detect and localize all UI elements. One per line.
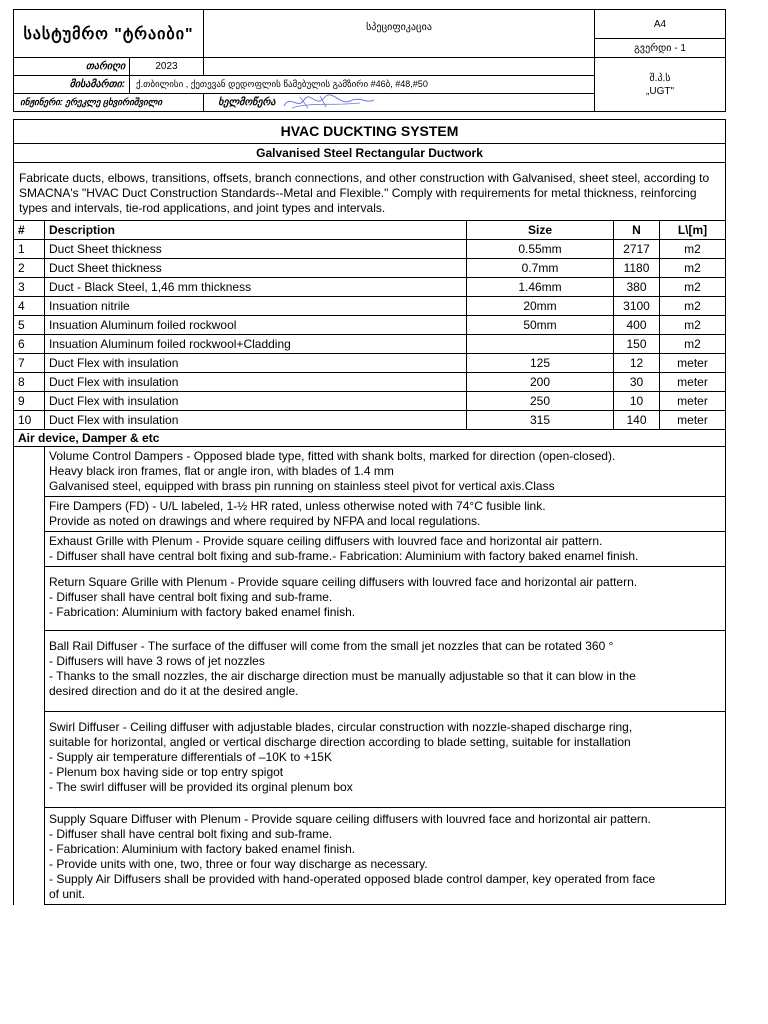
row-description: Insuation Aluminum foiled rockwool: [45, 316, 467, 335]
device-line: - Diffuser shall have central bolt fixing and sub-frame.: [49, 590, 333, 604]
row-number: 10: [14, 411, 45, 430]
row-quantity: 2717: [614, 240, 660, 259]
row-number: 4: [14, 297, 45, 316]
row-quantity: 30: [614, 373, 660, 392]
row-number: 9: [14, 392, 45, 411]
device-line: - Fabrication: Aluminium with factory baked enamel finish.: [49, 842, 356, 856]
row-description: Duct Flex with insulation: [45, 411, 467, 430]
device-line: suitable for horizontal, angled or vertical discharge direction according to blade setting, suitable for installation: [49, 735, 631, 749]
row-quantity: 1180: [614, 259, 660, 278]
device-row: [14, 532, 726, 567]
row-unit: meter: [660, 392, 726, 411]
device-description: [45, 532, 726, 567]
row-description: Insuation nitrile: [45, 297, 467, 316]
table-row: [14, 335, 726, 354]
row-unit: meter: [660, 354, 726, 373]
device-description: [45, 631, 726, 712]
device-line: - The swirl diffuser will be provided its orginal plenum box: [49, 780, 353, 794]
row-size: 250: [467, 392, 614, 411]
device-row: [14, 712, 726, 808]
table-row: [14, 392, 726, 411]
row-unit: meter: [660, 373, 726, 392]
row-number: 7: [14, 354, 45, 373]
device-gap-cell: [14, 447, 45, 497]
device-line: - Thanks to the small nozzles, the air discharge direction must be manually adjustable so that it can blow in the: [49, 669, 636, 683]
device-line: - Plenum box having side or top entry spigot: [49, 765, 284, 779]
device-line: - Supply Air Diffusers shall be provided with hand-operated opposed blade control damper, key operated from face: [49, 872, 656, 886]
device-row: [14, 447, 726, 497]
row-size: 50mm: [467, 316, 614, 335]
row-unit: m2: [660, 335, 726, 354]
hotel-title: სასტუმრო "ტრაიბი": [14, 10, 204, 58]
row-size: 315: [467, 411, 614, 430]
doc-subtitle: Galvanised Steel Rectangular Ductwork: [14, 144, 726, 163]
row-description: Insuation Aluminum foiled rockwool+Cladding: [45, 335, 467, 354]
device-gap-cell: [14, 631, 45, 712]
device-row: [14, 631, 726, 712]
row-number: 2: [14, 259, 45, 278]
device-gap-cell: [14, 712, 45, 808]
doc-title: HVAC DUCKTING SYSTEM: [14, 120, 726, 144]
device-gap-cell: [14, 567, 45, 631]
device-line: Return Square Grille with Plenum - Provide square ceiling diffusers with louvred face and horizontal air pattern.: [49, 575, 638, 589]
device-line: - Provide units with one, two, three or four way discharge as necessary.: [49, 857, 428, 871]
device-line: Exhaust Grille with Plenum - Provide square ceiling diffusers with louvred face and horizontal air pattern.: [49, 534, 603, 548]
date-empty-cell: [204, 58, 595, 76]
row-size: 125: [467, 354, 614, 373]
table-row: [14, 278, 726, 297]
table-row: [14, 316, 726, 335]
row-unit: m2: [660, 240, 726, 259]
device-line: - Supply air temperature differentials of –10K to +15K: [49, 750, 332, 764]
device-line: - Diffuser shall have central bolt fixing and sub-frame.- Fabrication: Aluminium with factory baked enamel finish.: [49, 549, 639, 563]
row-number: 3: [14, 278, 45, 297]
row-quantity: 400: [614, 316, 660, 335]
col-header-size: Size: [467, 221, 614, 240]
device-description: [45, 712, 726, 808]
row-description: Duct Sheet thickness: [45, 240, 467, 259]
device-description: [45, 497, 726, 532]
device-gap-cell: [14, 808, 45, 905]
table-row: [14, 411, 726, 430]
signature-label: ხელმოწერა: [218, 97, 276, 108]
device-line: - Diffusers will have 3 rows of jet nozzles: [49, 654, 265, 668]
specification-table: [13, 119, 726, 905]
row-quantity: 12: [614, 354, 660, 373]
row-number: 6: [14, 335, 45, 354]
row-description: Duct Flex with insulation: [45, 354, 467, 373]
table-header-row: [14, 221, 726, 240]
device-line: Heavy black iron frames, flat or angle iron, with blades of 1.4 mm: [49, 464, 394, 478]
row-size: 200: [467, 373, 614, 392]
row-size: 0.7mm: [467, 259, 614, 278]
page-label: გვერდი - 1: [595, 39, 726, 58]
date-value: 2023: [130, 58, 204, 76]
device-line: Provide as noted on drawings and where required by NFPA and local regulations.: [49, 514, 481, 528]
table-row: [14, 297, 726, 316]
address-value: ქ.თბილისი , ქეთევან დედოფლის წამებულის გამზირი #46ბ, #48,#50: [130, 76, 595, 94]
device-line: Volume Control Dampers - Opposed blade type, fitted with shank bolts, marked for direction (open-closed).: [49, 449, 616, 463]
row-number: 5: [14, 316, 45, 335]
row-quantity: 10: [614, 392, 660, 411]
row-size: 20mm: [467, 297, 614, 316]
signature-cell: [204, 94, 595, 112]
device-line: desired direction and do it at the desired angle.: [49, 684, 299, 698]
company-line2: „UGT": [646, 85, 675, 97]
table-row: [14, 259, 726, 278]
device-line: Swirl Diffuser - Ceiling diffuser with adjustable blades, circular construction with nozzle-shaped discharge ring,: [49, 720, 633, 734]
row-size: 0.55mm: [467, 240, 614, 259]
row-unit: m2: [660, 278, 726, 297]
row-number: 8: [14, 373, 45, 392]
device-description: [45, 567, 726, 631]
row-description: Duct Sheet thickness: [45, 259, 467, 278]
row-unit: m2: [660, 316, 726, 335]
row-description: Duct Flex with insulation: [45, 373, 467, 392]
col-header-length: L\[m]: [660, 221, 726, 240]
row-unit: meter: [660, 411, 726, 430]
row-description: Duct - Black Steel, 1,46 mm thickness: [45, 278, 467, 297]
row-quantity: 140: [614, 411, 660, 430]
device-gap-cell: [14, 497, 45, 532]
device-description: [45, 447, 726, 497]
air-devices-heading: Air device, Damper & etc: [14, 430, 726, 447]
table-row: [14, 240, 726, 259]
row-number: 1: [14, 240, 45, 259]
row-quantity: 150: [614, 335, 660, 354]
device-line: Ball Rail Diffuser - The surface of the diffuser will come from the small jet nozzles that can be rotated 360 °: [49, 639, 614, 653]
company-cell: [595, 58, 726, 112]
row-description: Duct Flex with insulation: [45, 392, 467, 411]
device-gap-cell: [14, 532, 45, 567]
col-header-description: Description: [45, 221, 467, 240]
device-row: [14, 497, 726, 532]
device-line: - Fabrication: Aluminium with factory baked enamel finish.: [49, 605, 356, 619]
device-line: Galvanised steel, equipped with brass pin running on stainless steel pivot for vertical axis.Class: [49, 479, 555, 493]
row-quantity: 3100: [614, 297, 660, 316]
table-row: [14, 373, 726, 392]
row-quantity: 380: [614, 278, 660, 297]
device-line: of unit.: [49, 887, 86, 901]
row-size: [467, 335, 614, 354]
format-label: A4: [595, 10, 726, 39]
device-line: Fire Dampers (FD) - U/L labeled, 1-½ HR rated, unless otherwise noted with 74°C fusible link.: [49, 499, 546, 513]
device-line: - Diffuser shall have central bolt fixing and sub-frame.: [49, 827, 333, 841]
spec-title: სპეციფიკაცია: [204, 10, 595, 58]
device-row: [14, 808, 726, 905]
intro-paragraph: Fabricate ducts, elbows, transitions, offsets, branch connections, and other construction with Galvanised, sheet steel, according to SMACNA's "HVAC Duct Construction Standards--Metal and Flexible." Comply with requirements for metal thickness, reinforcing types and intervals, tie-rod applications, and joint types and intervals.: [14, 163, 726, 221]
title-block: [13, 9, 726, 112]
table-row: [14, 354, 726, 373]
row-unit: m2: [660, 297, 726, 316]
row-unit: m2: [660, 259, 726, 278]
device-line: Supply Square Diffuser with Plenum - Provide square ceiling diffusers with louvred face and horizontal air pattern.: [49, 812, 651, 826]
engineer-label: ინჟინერი: ერეკლე ცხვირიშვილი: [14, 94, 204, 112]
row-size: 1.46mm: [467, 278, 614, 297]
address-label: მისამართი:: [14, 76, 130, 94]
device-description: [45, 808, 726, 905]
col-header-num: #: [14, 221, 45, 240]
device-row: [14, 567, 726, 631]
date-label: თარიღი: [14, 58, 130, 76]
company-line1: შ.პ.ს: [649, 72, 671, 84]
col-header-n: N: [614, 221, 660, 240]
signature-mark: [280, 92, 376, 112]
